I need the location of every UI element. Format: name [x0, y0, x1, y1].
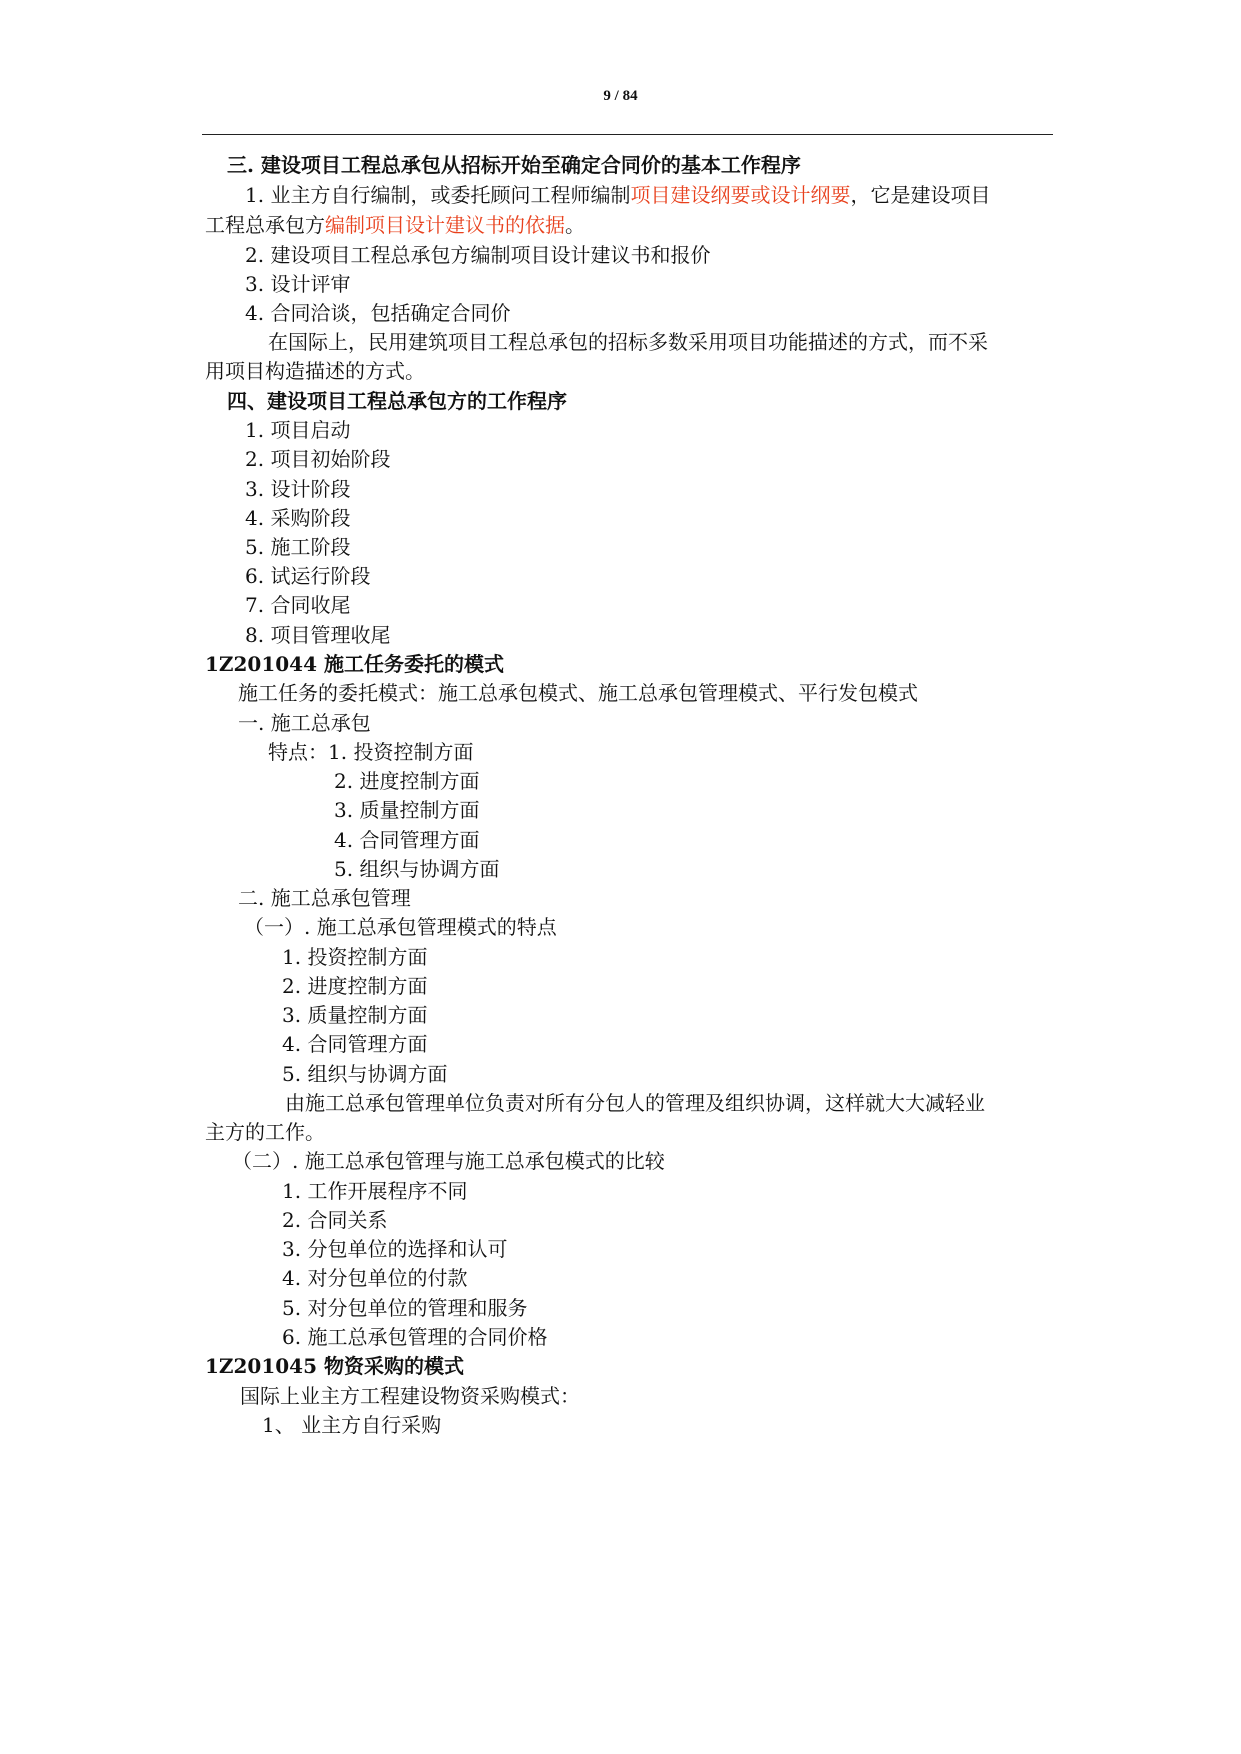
text-line: 3. 质量控制方面 — [334, 798, 480, 822]
text-line: 4. 合同管理方面 — [282, 1032, 428, 1056]
highlighted-text: 编制项目设计建议书的依据 — [325, 213, 565, 237]
text-line: （二）. 施工总承包管理与施工总承包模式的比较 — [232, 1149, 665, 1173]
text-line: 2. 合同关系 — [282, 1208, 388, 1232]
text-line: 4. 合同洽谈，包括确定合同价 — [245, 301, 511, 325]
section-heading: 四、建设项目工程总承包方的工作程序 — [227, 389, 567, 413]
text-line: 在国际上，民用建筑项目工程总承包的招标多数采用项目功能描述的方式，而不采 — [268, 330, 988, 354]
text-segment: 。 — [565, 213, 585, 237]
text-segment: 工程总承包方 — [205, 213, 325, 237]
text-line: 特点：1. 投资控制方面 — [268, 740, 474, 764]
text-line: 4. 对分包单位的付款 — [282, 1266, 468, 1290]
text-line: 由施工总承包管理单位负责对所有分包人的管理及组织协调，这样就大大减轻业 — [285, 1091, 985, 1115]
text-line: 1. 项目启动 — [245, 418, 351, 442]
text-line — [205, 210, 585, 240]
text-line: 主方的工作。 — [205, 1120, 325, 1144]
text-line: 8. 项目管理收尾 — [245, 623, 391, 647]
text-line: 7. 合同收尾 — [245, 593, 351, 617]
text-line: 1、 业主方自行采购 — [262, 1413, 442, 1437]
text-line — [245, 180, 990, 210]
text-line: （一）. 施工总承包管理模式的特点 — [244, 915, 557, 939]
text-line: 4. 合同管理方面 — [334, 828, 480, 852]
text-line: 2. 进度控制方面 — [334, 769, 480, 793]
text-line: 一. 施工总承包 — [238, 711, 371, 735]
text-line: 2. 项目初始阶段 — [245, 447, 391, 471]
text-line: 5. 组织与协调方面 — [334, 857, 500, 881]
text-line: 国际上业主方工程建设物资采购模式： — [240, 1384, 580, 1408]
text-line: 3. 设计阶段 — [245, 477, 351, 501]
text-line: 二. 施工总承包管理 — [238, 886, 411, 910]
section-heading: 1Z201045 物资采购的模式 — [205, 1354, 464, 1378]
section-heading: 1Z201044 施工任务委托的模式 — [205, 652, 504, 676]
highlighted-text: 项目建设纲要或设计纲要 — [630, 183, 851, 207]
text-line: 施工任务的委托模式：施工总承包模式、施工总承包管理模式、平行发包模式 — [238, 681, 918, 705]
text-line: 5. 组织与协调方面 — [282, 1062, 448, 1086]
text-line: 1. 投资控制方面 — [282, 945, 428, 969]
text-line: 3. 设计评审 — [245, 272, 351, 296]
header-rule — [202, 134, 1053, 135]
text-line: 4. 采购阶段 — [245, 506, 351, 530]
text-line: 6. 施工总承包管理的合同价格 — [282, 1325, 548, 1349]
text-line: 1. 工作开展程序不同 — [282, 1179, 468, 1203]
text-line: 2. 进度控制方面 — [282, 974, 428, 998]
text-line: 6. 试运行阶段 — [245, 564, 371, 588]
text-line: 5. 施工阶段 — [245, 535, 351, 559]
text-segment: 1. 业主方自行编制，或委托顾问工程师编制 — [245, 183, 631, 207]
text-segment: ，它是建设项目 — [850, 183, 991, 207]
text-line: 3. 质量控制方面 — [282, 1003, 428, 1027]
section-heading: 三. 建设项目工程总承包从招标开始至确定合同价的基本工作程序 — [227, 153, 801, 177]
page-number: 9 / 84 — [603, 88, 638, 104]
text-line: 5. 对分包单位的管理和服务 — [282, 1296, 528, 1320]
text-line: 3. 分包单位的选择和认可 — [282, 1237, 508, 1261]
text-line: 2. 建设项目工程总承包方编制项目设计建议书和报价 — [245, 243, 711, 267]
text-line: 用项目构造描述的方式。 — [205, 359, 425, 383]
